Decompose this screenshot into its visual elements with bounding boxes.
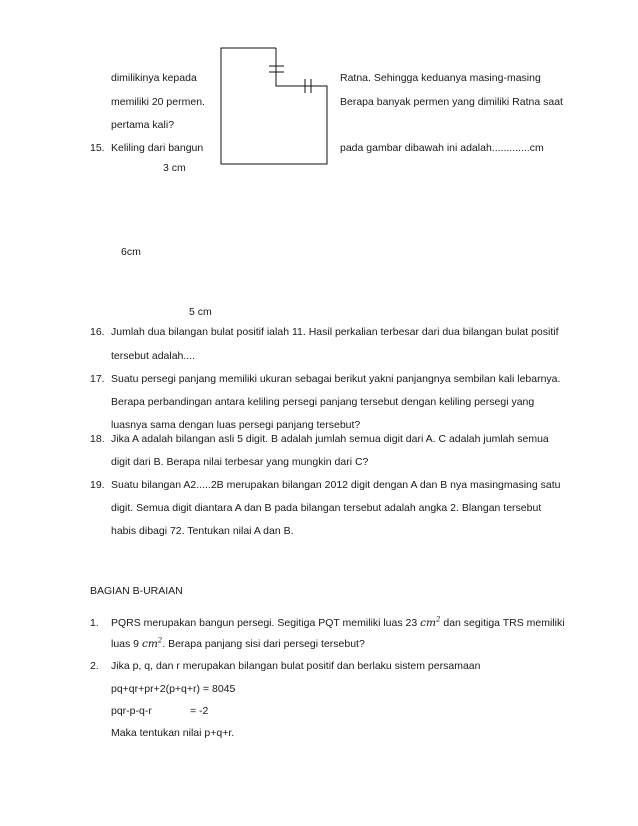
figure-outline (221, 48, 327, 164)
b2-text: Jika p, q, dan r merupakan bilangan bulat positif dan berlaku sistem persamaan (111, 660, 481, 672)
q15-label-left: 6cm (121, 246, 141, 258)
q19-line-3: habis dibagi 72. Tentukan nilai A dan B. (111, 525, 294, 537)
b2-equation-2-lhs: pqr-p-q-r (111, 705, 152, 717)
b2-number: 2. (90, 660, 99, 672)
b1-line-1: PQRS merupakan bangun persegi. Segitiga PQT memiliki luas 23 $cm^2$ dan segitiga TRS memiliki (111, 615, 565, 629)
top-right-line-2: Berapa banyak permen yang dimiliki Ratna saat (340, 96, 563, 108)
b2-equation-2-rhs: = -2 (190, 705, 209, 717)
top-left-line-3: pertama kali? (111, 119, 175, 131)
top-left-line-2: memiliki 20 permen. (111, 96, 205, 108)
unit-cm: cm (141, 638, 158, 650)
b2-closing: Maka tentukan nilai p+q+r. (111, 727, 235, 739)
b1-line-2: luas 9 $cm^2$. Berapa panjang sisi dari persegi tersebut? (111, 636, 365, 650)
unit-exponent: 2 (157, 636, 163, 645)
q17-line-3: luasnya sama dengan luas persegi panjang tersebut? (111, 419, 361, 431)
q15-label-bottom: 5 cm (189, 306, 212, 318)
q19-line-2: digit. Semua digit diantara A dan B pada bilangan tersebut adalah angka 2. Blangan tersebut (111, 502, 542, 514)
q16-line-2: tersebut adalah.... (111, 350, 196, 362)
q17-line-1: Suatu persegi panjang memiliki ukuran sebagai berikut yakni panjangnya sembilan kali lebarnya. (111, 373, 561, 385)
top-right-line-3: pada gambar dibawah ini adalah.............cm (340, 142, 544, 154)
q18-number: 18. (90, 433, 105, 445)
top-right-line-1: Ratna. Sehingga keduanya masing-masing (340, 72, 541, 84)
q15-label-top: 3 cm (163, 162, 186, 174)
q15-number: 15. (90, 142, 105, 154)
section-b-title: BAGIAN B-URAIAN (90, 585, 183, 597)
unit-exponent: 2 (435, 615, 441, 624)
q17-line-2: Berapa perbandingan antara keliling persegi panjang tersebut dengan keliling persegi yang (111, 396, 535, 408)
q15-text: Keliling dari bangun (111, 142, 204, 154)
q17-number: 17. (90, 373, 105, 385)
b2-equation-1: pq+qr+pr+2(p+q+r) = 8045 (111, 683, 236, 695)
q16-number: 16. (90, 326, 105, 338)
unit-cm: cm (420, 617, 436, 629)
q19-line-1: Suatu bilangan A2.....2B merupakan bilangan 2012 digit dengan A dan B nya masingmasing satu (111, 479, 561, 491)
top-left-line-1: dimilikinya kepada (111, 72, 197, 84)
q16-line-1: Jumlah dua bilangan bulat positif ialah 11. Hasil perkalian terbesar dari dua bilangan bulat positif (111, 326, 559, 338)
q18-line-1: Jika A adalah bilangan asli 5 digit. B adalah jumlah semua digit dari A. C adalah jumlah semua (111, 433, 549, 445)
q18-line-2: digit dari B. Berapa nilai terbesar yang mungkin dari C? (111, 456, 369, 468)
b1-number: 1. (90, 617, 99, 629)
q19-number: 19. (90, 479, 105, 491)
